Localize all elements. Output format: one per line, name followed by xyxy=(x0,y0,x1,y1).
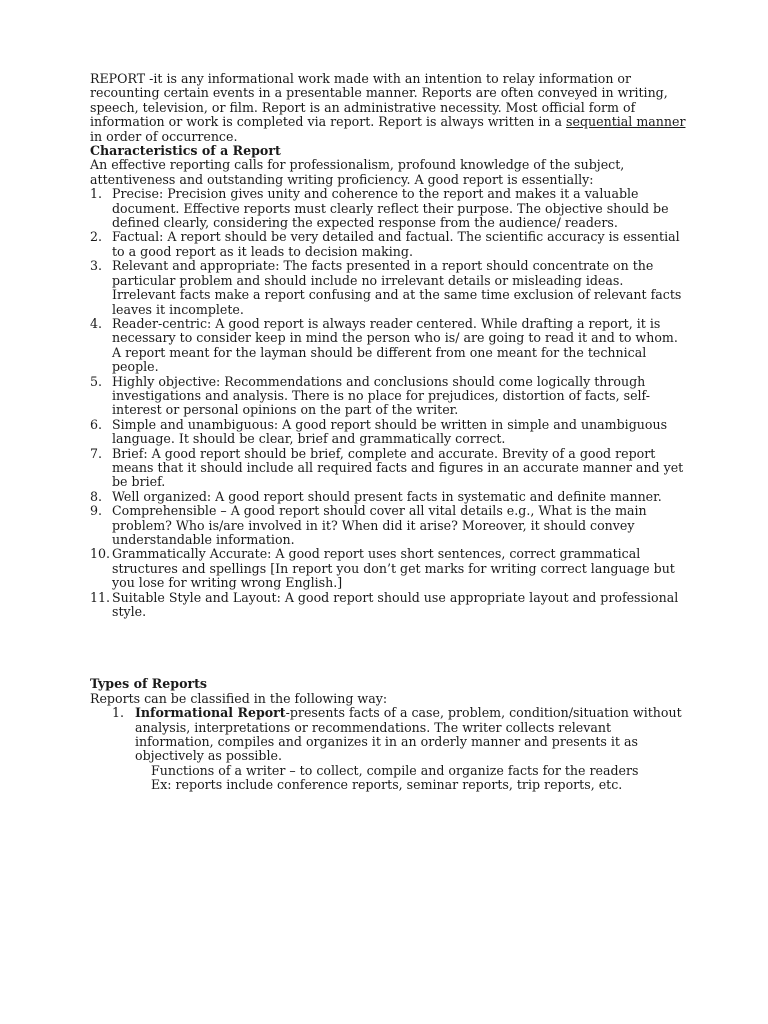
list-item xyxy=(90,259,690,317)
writer-functions: Functions of a writer – to collect, compile and organize facts for the readers xyxy=(151,762,639,778)
list-item xyxy=(90,447,690,490)
list-item xyxy=(90,591,690,620)
list-item-text: Precise: Precision gives unity and coherence to the report and makes it a valuable document. Effective reports must clearly reflect their purpose. The objective should be defined clearly, considering the expected response from the audience/ readers. xyxy=(112,186,669,231)
list-item xyxy=(90,187,690,230)
list-item-number: 1. xyxy=(90,186,103,202)
list-item-number: 3. xyxy=(90,258,103,274)
list-item xyxy=(90,317,690,375)
list-item xyxy=(90,490,690,504)
list-item-text: Simple and unambiguous: A good report should be written in simple and unambiguous language. It should be clear, brief and grammatically correct. xyxy=(112,416,668,447)
list-item-text: Brief: A good report should be brief, complete and accurate. Brevity of a good report means that it should include all required facts and figures in an accurate manner and yet be brief. xyxy=(112,445,684,490)
intro-text-end: in order of occurrence. xyxy=(90,128,238,144)
types-heading: Types of Reports xyxy=(90,676,208,692)
list-item xyxy=(90,375,690,418)
characteristics-heading: Characteristics of a Report xyxy=(90,143,281,159)
list-item-number: 10. xyxy=(90,546,111,562)
list-item-text: Suitable Style and Layout: A good report should use appropriate layout and professional style. xyxy=(112,589,679,620)
list-item-text: Grammatically Accurate: A good report uses short sentences, correct grammatical structures and spellings [In report you don’t get marks for writing correct language but you lose for writing wrong English.] xyxy=(112,546,675,591)
intro-paragraph xyxy=(90,72,690,144)
informational-report-text: -presents facts of a case, problem, condition/situation without analysis, interpretations or recommendations. The writer collects relevant information, compiles and organizes it in an orderly manner and presents it as objectively as possible. xyxy=(135,705,682,764)
list-item-text: Relevant and appropriate: The facts presented in a report should concentrate on the particular problem and should include no irrelevant details or misleading ideas. Irrelevant facts make a report confusing and at the same time exclusion of relevant facts leaves it incomplete. xyxy=(112,258,682,317)
intro-text: REPORT -it is any informational work made with an intention to relay information or recounting certain events in a presentable manner. Reports are often conveyed in writing, speech, television, or film. Report is an administrative necessity. Most official form of information or work is completed via report. Report is always written in a xyxy=(90,71,668,130)
characteristics-intro: An effective reporting calls for professionalism, profound knowledge of the subject, attentiveness and outstanding writing proficiency. A good report is essentially: xyxy=(90,157,625,187)
section-gap xyxy=(90,619,690,677)
list-item xyxy=(90,504,690,547)
list-item-number: 11. xyxy=(90,589,111,605)
report-examples: Ex: reports include conference reports, seminar reports, trip reports, etc. xyxy=(151,777,623,793)
list-item-number: 9. xyxy=(90,503,103,519)
sequential-manner-link: sequential manner xyxy=(566,114,686,130)
types-list xyxy=(90,706,690,792)
list-item-number: 4. xyxy=(90,315,103,331)
list-item-number: 8. xyxy=(90,488,103,504)
list-item xyxy=(90,547,690,590)
list-item-number: 7. xyxy=(90,445,103,461)
list-item-number: 5. xyxy=(90,373,103,389)
list-item xyxy=(112,706,690,792)
list-item-text: Well organized: A good report should present facts in systematic and definite manner. xyxy=(112,488,662,504)
list-item-text: Reader-centric: A good report is always reader centered. While drafting a report, it is necessary to consider keep in mind the person who is/ are going to read it and to whom. A report meant for the layman should be different from one meant for the technical people. xyxy=(112,315,678,375)
list-item-number: 2. xyxy=(90,229,103,245)
characteristics-list xyxy=(90,187,690,619)
page-content xyxy=(90,72,690,793)
list-item-text: Comprehensible – A good report should cover all vital details e.g., What is the main problem? Who is/are involved in it? When did it arise? Moreover, it should convey understandable information. xyxy=(112,503,647,547)
list-item xyxy=(90,418,690,447)
list-item-text: Highly objective: Recommendations and conclusions should come logically through investigations and analysis. There is no place for prejudices, distortion of facts, self- interest or personal opinions on the part of the writer. xyxy=(112,373,651,418)
list-item-number: 6. xyxy=(90,416,103,432)
informational-report-description xyxy=(135,706,690,764)
list-item-text: Factual: A report should be very detailed and factual. The scientific accuracy is essential to a good report as it leads to decision making. xyxy=(112,229,680,259)
types-intro: Reports can be classified in the following way: xyxy=(90,690,388,706)
list-item xyxy=(90,230,690,259)
informational-report-term: Informational Report xyxy=(135,705,286,721)
list-item-number: 1. xyxy=(112,705,125,721)
